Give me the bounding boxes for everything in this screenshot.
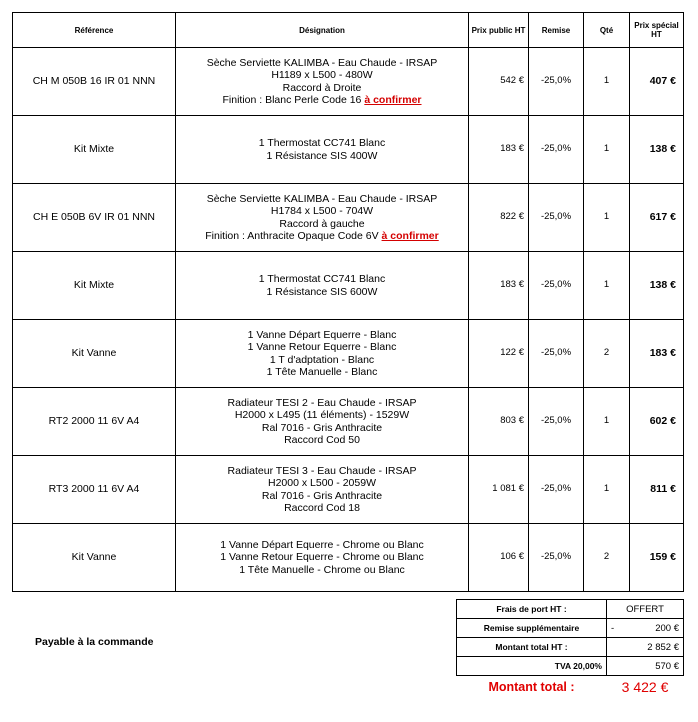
designation-line: 1 Résistance SIS 600W: [266, 285, 378, 298]
designation-line: 1 Thermostat CC741 Blanc: [258, 137, 386, 149]
designation-cell: [176, 524, 469, 592]
reference-cell: RT2 2000 11 6V A4: [13, 388, 176, 456]
extra-discount-sign: -: [611, 622, 615, 634]
table-header-row: [13, 13, 684, 48]
quantity-cell: 1: [584, 456, 630, 524]
extra-discount-label: Remise supplémentaire: [457, 619, 607, 638]
designation-line: Raccord Cod 50: [284, 434, 360, 446]
shipping-label: Frais de port HT :: [457, 600, 607, 619]
remise-cell: -25,0%: [529, 524, 584, 592]
header-prix-public: Prix public HT: [469, 13, 529, 48]
remise-cell: -25,0%: [529, 388, 584, 456]
grand-total-row: [457, 676, 684, 699]
remise-cell: -25,0%: [529, 456, 584, 524]
extra-discount-amount: 200 €: [655, 622, 679, 634]
finition-text: Finition : Blanc Perle Code 16: [222, 94, 362, 106]
vat-row: [457, 657, 684, 676]
vat-label: TVA 20,00%: [457, 657, 607, 676]
extra-discount-value: [607, 619, 684, 638]
quantity-cell: 2: [584, 320, 630, 388]
quantity-cell: 2: [584, 524, 630, 592]
prix-special-cell: 602 €: [630, 388, 684, 456]
designation-cell: [176, 320, 469, 388]
reference-cell: Kit Vanne: [13, 524, 176, 592]
grand-total-label: Montant total :: [488, 680, 575, 694]
reference-cell: Kit Mixte: [13, 116, 176, 184]
designation-cell: [176, 116, 469, 184]
shipping-value: OFFERT: [607, 600, 684, 619]
quantity-cell: 1: [584, 388, 630, 456]
table-row: [13, 184, 684, 252]
designation-line: Ral 7016 - Gris Anthracite: [261, 489, 383, 502]
prix-public-cell: 183 €: [469, 252, 529, 320]
header-designation: Désignation: [176, 13, 469, 48]
prix-special-cell: 159 €: [630, 524, 684, 592]
designation-line: Raccord à Droite: [282, 81, 362, 94]
remise-cell: -25,0%: [529, 252, 584, 320]
designation-line: 1 T d'adptation - Blanc: [269, 353, 375, 366]
finition-line: [179, 230, 465, 243]
designation-line: 1 Vanne Retour Equerre - Chrome ou Blanc: [220, 551, 424, 564]
finition-text: Finition : Anthracite Opaque Code 6V: [205, 230, 379, 242]
designation-line: 1 Vanne Départ Equerre - Blanc: [247, 328, 397, 341]
subtotal-row: [457, 638, 684, 657]
header-remise: Remise: [529, 13, 584, 48]
grand-total-value: 3 422 €: [621, 679, 669, 695]
reference-cell: CH M 050B 16 IR 01 NNN: [13, 48, 176, 116]
designation-line: 1 Tête Manuelle - Blanc: [266, 366, 378, 378]
reference-cell: Kit Vanne: [13, 320, 176, 388]
designation-line: Sèche Serviette KALIMBA - Eau Chaude - IRSAP: [206, 192, 438, 205]
designation-line: 1 Vanne Retour Equerre - Blanc: [247, 341, 397, 353]
prix-public-cell: 803 €: [469, 388, 529, 456]
designation-line: Radiateur TESI 2 - Eau Chaude - IRSAP: [227, 396, 417, 409]
designation-line: 1 Thermostat CC741 Blanc: [258, 273, 386, 285]
prix-public-cell: 1 081 €: [469, 456, 529, 524]
designation-cell: [176, 456, 469, 524]
designation-line: H1784 x L500 - 704W: [270, 205, 374, 217]
prix-public-cell: 542 €: [469, 48, 529, 116]
designation-line: 1 Résistance SIS 400W: [266, 149, 378, 162]
vat-value: 570 €: [607, 657, 684, 676]
payment-terms: Payable à la commande: [35, 636, 154, 648]
designation-cell: [176, 388, 469, 456]
designation-line: Raccord à gauche: [279, 217, 365, 230]
prix-special-cell: 407 €: [630, 48, 684, 116]
reference-cell: Kit Mixte: [13, 252, 176, 320]
prix-special-cell: 138 €: [630, 116, 684, 184]
prix-public-cell: 106 €: [469, 524, 529, 592]
prix-special-cell: 183 €: [630, 320, 684, 388]
designation-line: H2000 x L500 - 2059W: [268, 477, 376, 489]
confirm-link[interactable]: à confirmer: [381, 230, 439, 242]
designation-line: Radiateur TESI 3 - Eau Chaude - IRSAP: [227, 464, 417, 477]
confirm-link[interactable]: à confirmer: [364, 94, 422, 106]
table-row: [13, 524, 684, 592]
remise-cell: -25,0%: [529, 48, 584, 116]
prix-public-cell: 822 €: [469, 184, 529, 252]
shipping-row: [457, 600, 684, 619]
header-qte: Qté: [584, 13, 630, 48]
remise-cell: -25,0%: [529, 184, 584, 252]
table-row: [13, 456, 684, 524]
quantity-cell: 1: [584, 252, 630, 320]
designation-line: H1189 x L500 - 480W: [271, 69, 373, 81]
designation-cell: [176, 184, 469, 252]
designation-line: 1 Vanne Départ Equerre - Chrome ou Blanc: [220, 538, 424, 551]
finition-line: [179, 94, 465, 107]
prix-special-cell: 811 €: [630, 456, 684, 524]
designation-line: Raccord Cod 18: [284, 502, 360, 514]
quantity-cell: 1: [584, 184, 630, 252]
prix-special-cell: 138 €: [630, 252, 684, 320]
table-row: [13, 388, 684, 456]
subtotal-value: 2 852 €: [607, 638, 684, 657]
reference-cell: RT3 2000 11 6V A4: [13, 456, 176, 524]
designation-line: H2000 x L495 (11 éléments) - 1529W: [234, 409, 410, 421]
table-row: [13, 252, 684, 320]
prix-public-cell: 122 €: [469, 320, 529, 388]
totals-table: [456, 599, 684, 698]
remise-cell: -25,0%: [529, 116, 584, 184]
table-row: [13, 116, 684, 184]
header-reference: Référence: [13, 13, 176, 48]
designation-cell: [176, 48, 469, 116]
subtotal-label: Montant total HT :: [457, 638, 607, 657]
table-row: [13, 320, 684, 388]
designation-cell: [176, 252, 469, 320]
quantity-cell: 1: [584, 48, 630, 116]
remise-cell: -25,0%: [529, 320, 584, 388]
header-prix-special: Prix spécial HT: [630, 13, 684, 48]
prix-public-cell: 183 €: [469, 116, 529, 184]
quote-table: [12, 12, 684, 592]
extra-discount-row: [457, 619, 684, 638]
quantity-cell: 1: [584, 116, 630, 184]
table-row: [13, 48, 684, 116]
designation-line: 1 Tête Manuelle - Chrome ou Blanc: [239, 563, 405, 576]
designation-line: Sèche Serviette KALIMBA - Eau Chaude - IRSAP: [206, 56, 438, 69]
designation-line: Ral 7016 - Gris Anthracite: [261, 421, 383, 434]
reference-cell: CH E 050B 6V IR 01 NNN: [13, 184, 176, 252]
prix-special-cell: 617 €: [630, 184, 684, 252]
